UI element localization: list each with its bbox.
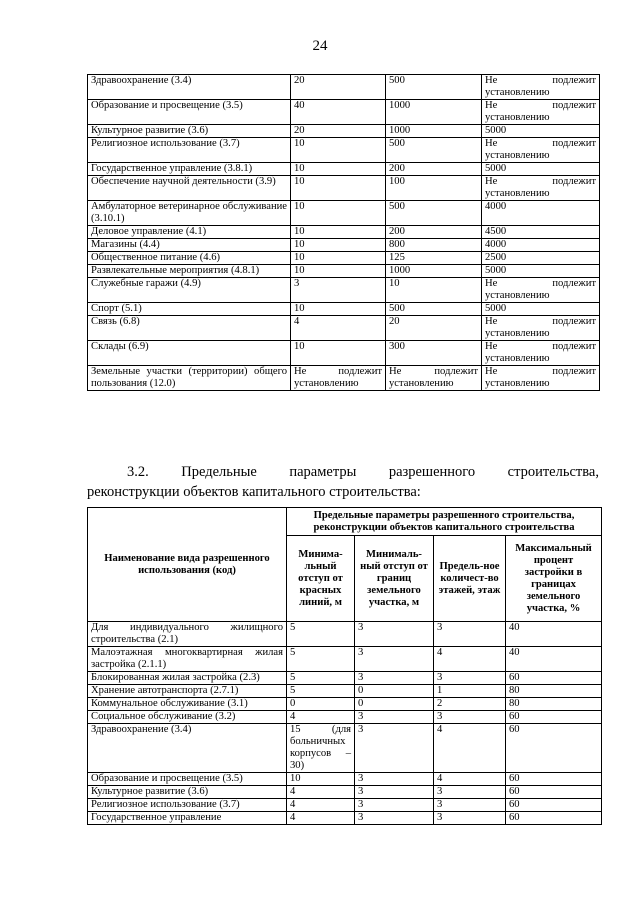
table1-row: [88, 125, 600, 138]
table1-cell: Культурное развитие (3.6): [88, 125, 291, 138]
header-max-floors: Предель-ное количест-во этажей, этаж: [434, 536, 506, 622]
table2-cell: 3: [434, 786, 506, 799]
table2-row: [88, 786, 602, 799]
table2-cell: 3: [355, 773, 434, 786]
table1-cell: Земельные участки (территории) общего пользования (12.0): [88, 366, 291, 391]
table1-cell: Не подлежит установлению: [482, 176, 600, 201]
table2-cell: 3: [355, 711, 434, 724]
table2-cell: Религиозное использование (3.7): [88, 799, 287, 812]
table2-cell: 0: [355, 698, 434, 711]
table1-cell: 500: [386, 303, 482, 316]
table1-cell: Не подлежит установлению: [482, 341, 600, 366]
table2-cell: Социальное обслуживание (3.2): [88, 711, 287, 724]
table2-cell: 3: [355, 812, 434, 825]
table2-cell: 0: [355, 685, 434, 698]
table2-cell: 1: [434, 685, 506, 698]
table1-cell: 10: [291, 341, 386, 366]
table1-cell: Не подлежит установлению: [482, 316, 600, 341]
header-red-line-setback: Минима-льный отступ от красных линий, м: [287, 536, 355, 622]
table2-cell: 60: [506, 799, 602, 812]
table1-cell: Не подлежит установлению: [482, 278, 600, 303]
table1-cell: Служебные гаражи (4.9): [88, 278, 291, 303]
table2-row: [88, 773, 602, 786]
table1-cell: 500: [386, 201, 482, 226]
table1-cell: 4: [291, 316, 386, 341]
table2-cell: 3: [434, 622, 506, 647]
table1-row: [88, 265, 600, 278]
table2-cell: Государственное управление: [88, 812, 287, 825]
table1-cell: 300: [386, 341, 482, 366]
table1-cell: Спорт (5.1): [88, 303, 291, 316]
table2-cell: Здравоохранение (3.4): [88, 724, 287, 773]
table1-cell: Обеспечение научной деятельности (3.9): [88, 176, 291, 201]
table1-row: [88, 176, 600, 201]
table1-cell: Не подлежит установлению: [291, 366, 386, 391]
table1-cell: 5000: [482, 265, 600, 278]
table1-cell: Развлекательные мероприятия (4.8.1): [88, 265, 291, 278]
table2-cell: Коммунальное обслуживание (3.1): [88, 698, 287, 711]
table2-cell: 4: [434, 773, 506, 786]
section-word-4: строительства,: [507, 464, 599, 480]
table1-row: [88, 239, 600, 252]
table2-cell: 5: [287, 647, 355, 672]
table1-cell: Склады (6.9): [88, 341, 291, 366]
table2-row: [88, 799, 602, 812]
section-number: 3.2.: [127, 464, 149, 480]
table1-cell: 5000: [482, 125, 600, 138]
table2-row: [88, 622, 602, 647]
header-max-coverage: Максимальный процент застройки в границах земельного участка, %: [506, 536, 602, 622]
table2-cell: Малоэтажная многоквартирная жилая застройка (2.1.1): [88, 647, 287, 672]
table1-cell: 1000: [386, 100, 482, 125]
table1-row: [88, 226, 600, 239]
table1-cell: Деловое управление (4.1): [88, 226, 291, 239]
table1-cell: 800: [386, 239, 482, 252]
table2-cell: Блокированная жилая застройка (2.3): [88, 672, 287, 685]
table1-row: [88, 316, 600, 341]
table1-row: [88, 303, 600, 316]
table1-cell: 125: [386, 252, 482, 265]
table2-cell: Хранение автотранспорта (2.7.1): [88, 685, 287, 698]
header-limit-params: Предельные параметры разрешенного строительства, реконструкции объектов капитального строительства: [287, 508, 602, 536]
table1-cell: 10: [291, 176, 386, 201]
section-word-1: Предельные: [181, 464, 257, 480]
table2-row: [88, 672, 602, 685]
table2-cell: 80: [506, 685, 602, 698]
table1-cell: 500: [386, 138, 482, 163]
table1-cell: Здравоохранение (3.4): [88, 75, 291, 100]
table2-cell: 10: [287, 773, 355, 786]
table1-cell: 10: [291, 303, 386, 316]
table1-row: [88, 366, 600, 391]
table1-cell: 5000: [482, 303, 600, 316]
table1-cell: 40: [291, 100, 386, 125]
table1-cell: 500: [386, 75, 482, 100]
table1-cell: 200: [386, 226, 482, 239]
table1-cell: 100: [386, 176, 482, 201]
table2-cell: 4: [434, 647, 506, 672]
table2-cell: 0: [287, 698, 355, 711]
table1-cell: 200: [386, 163, 482, 176]
table2-cell: 60: [506, 672, 602, 685]
page-number: 24: [312, 38, 328, 54]
section-heading: [87, 462, 599, 502]
table2-cell: 5: [287, 622, 355, 647]
table2-cell: 4: [287, 711, 355, 724]
table1-cell: 10: [291, 239, 386, 252]
table2-cell: 4: [287, 812, 355, 825]
table2-cell: 60: [506, 711, 602, 724]
table2-cell: 40: [506, 647, 602, 672]
table2-cell: 3: [434, 711, 506, 724]
table1-cell: Связь (6.8): [88, 316, 291, 341]
table1-cell: Религиозное использование (3.7): [88, 138, 291, 163]
table1-cell: 3: [291, 278, 386, 303]
table1-cell: Не подлежит установлению: [482, 366, 600, 391]
table2-cell: Образование и просвещение (3.5): [88, 773, 287, 786]
table2-cell: 60: [506, 773, 602, 786]
table1-cell: Не подлежит установлению: [482, 138, 600, 163]
table1-cell: 10: [291, 226, 386, 239]
table2-row: [88, 812, 602, 825]
table1-cell: Не подлежит установлению: [482, 75, 600, 100]
table1-cell: Образование и просвещение (3.5): [88, 100, 291, 125]
table1-cell: 10: [386, 278, 482, 303]
table1-cell: 2500: [482, 252, 600, 265]
table2-cell: 3: [355, 672, 434, 685]
section-line-2: реконструкции объектов капитального строительства:: [87, 484, 421, 500]
table1-cell: 10: [291, 163, 386, 176]
table2-row: [88, 647, 602, 672]
table1-cell: 20: [291, 75, 386, 100]
table1-cell: 4500: [482, 226, 600, 239]
table1-cell: 10: [291, 252, 386, 265]
table1-cell: 1000: [386, 265, 482, 278]
table1-row: [88, 252, 600, 265]
table1-cell: 10: [291, 138, 386, 163]
table2-cell: 80: [506, 698, 602, 711]
table2-cell: 3: [355, 647, 434, 672]
table2-row: [88, 711, 602, 724]
table2-cell: 4: [287, 786, 355, 799]
table2-cell: 3: [355, 799, 434, 812]
table1-row: [88, 341, 600, 366]
table1-cell: Общественное питание (4.6): [88, 252, 291, 265]
table2-cell: 3: [355, 786, 434, 799]
zoning-parameters-table-2: [87, 507, 602, 825]
table2-cell: 2: [434, 698, 506, 711]
table1-row: [88, 75, 600, 100]
zoning-parameters-table-1: [87, 74, 600, 391]
table2-row: [88, 698, 602, 711]
table1-cell: 1000: [386, 125, 482, 138]
table2-cell: 15 (для больничных корпусов – 30): [287, 724, 355, 773]
table2-row: [88, 724, 602, 773]
table1-cell: 10: [291, 201, 386, 226]
table2-cell: Культурное развитие (3.6): [88, 786, 287, 799]
table1-cell: Магазины (4.4): [88, 239, 291, 252]
table2-cell: 4: [287, 799, 355, 812]
table2-cell: 3: [355, 724, 434, 773]
table2-cell: 5: [287, 672, 355, 685]
table2-cell: 60: [506, 724, 602, 773]
table2-cell: 4: [434, 724, 506, 773]
table1-cell: 20: [291, 125, 386, 138]
table2-cell: 3: [355, 622, 434, 647]
table1-row: [88, 278, 600, 303]
table1-cell: Не подлежит установлению: [386, 366, 482, 391]
table2-cell: 3: [434, 799, 506, 812]
table1-cell: 20: [386, 316, 482, 341]
table2-cell: Для индивидуального жилищного строительства (2.1): [88, 622, 287, 647]
table1-cell: Амбулаторное ветеринарное обслуживание (3.10.1): [88, 201, 291, 226]
table2-cell: 3: [434, 672, 506, 685]
table1-cell: Не подлежит установлению: [482, 100, 600, 125]
table2-cell: 60: [506, 812, 602, 825]
table1-cell: 10: [291, 265, 386, 278]
table1-row: [88, 163, 600, 176]
section-word-2: параметры: [289, 464, 357, 480]
section-word-3: разрешенного: [388, 464, 476, 480]
header-boundary-setback: Минималь-ный отступ от границ земельного участка, м: [355, 536, 434, 622]
table1-row: [88, 138, 600, 163]
table1-cell: 4000: [482, 201, 600, 226]
table2-row: [88, 685, 602, 698]
table2-cell: 3: [434, 812, 506, 825]
header-permitted-use: Наименование вида разрешенного использования (код): [88, 508, 287, 622]
table2-cell: 40: [506, 622, 602, 647]
table1-row: [88, 100, 600, 125]
table2-cell: 5: [287, 685, 355, 698]
table1-cell: Государственное управление (3.8.1): [88, 163, 291, 176]
table1-cell: 4000: [482, 239, 600, 252]
table1-cell: 5000: [482, 163, 600, 176]
table2-cell: 60: [506, 786, 602, 799]
table1-row: [88, 201, 600, 226]
